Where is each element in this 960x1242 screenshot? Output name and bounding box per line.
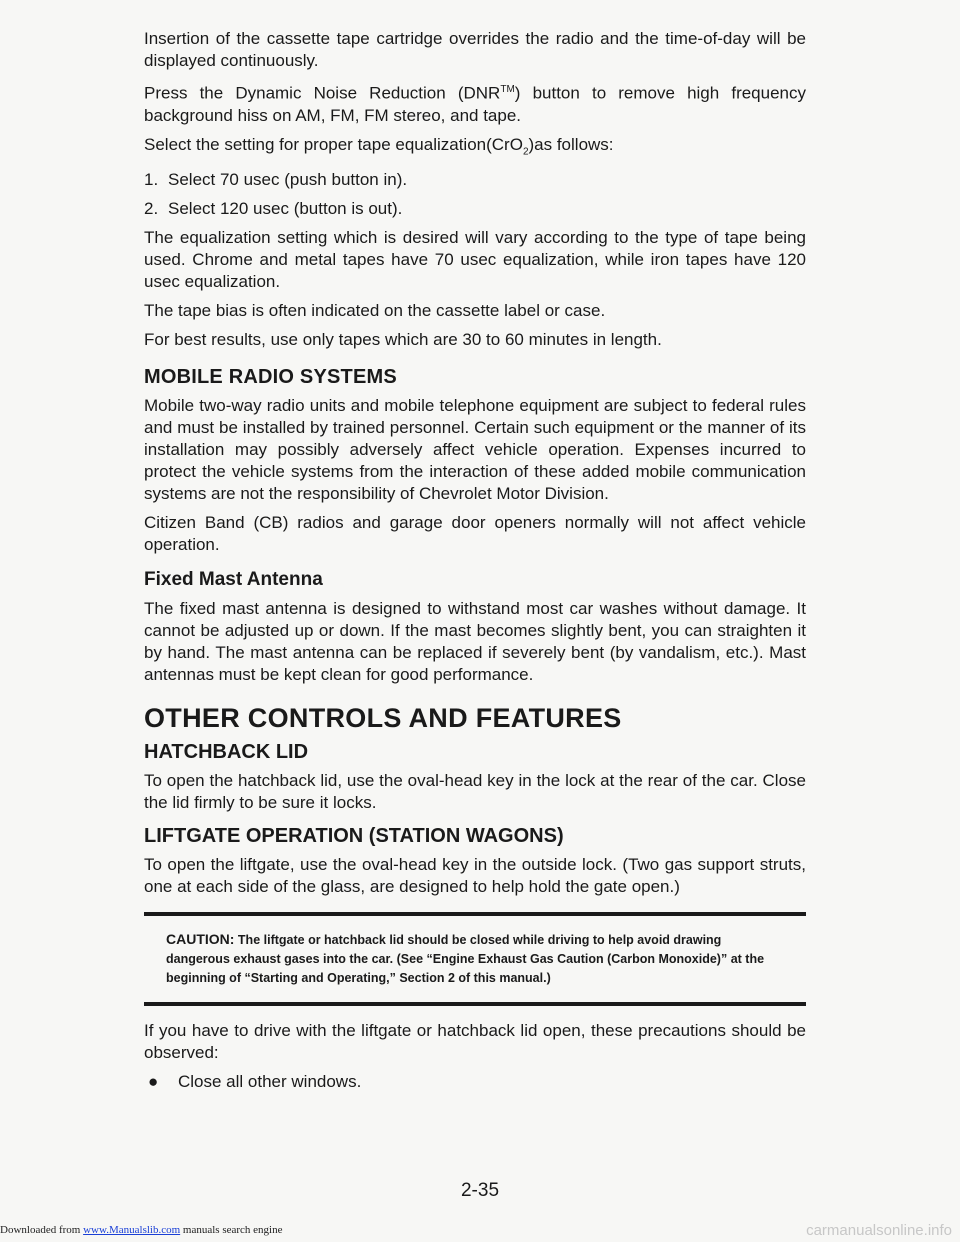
cb-radio-paragraph: Citizen Band (CB) radios and garage door openers normally will not affect vehicle operation.	[144, 513, 806, 555]
caution-text: The liftgate or hatchback lid should be closed while driving to help avoid drawing dangerous exhaust gases into the car. (See “Engine Exhaust Gas Caution (Carbon Monoxide)” at the beginning of “Starting and Operating,” Section 2 of this manual.)	[166, 933, 765, 986]
site-watermark: carmanualsonline.info	[806, 1222, 952, 1239]
chem-subscript: 2	[522, 146, 529, 158]
mobile-radio-heading: MOBILE RADIO SYSTEMS	[144, 366, 397, 389]
step-item: 2. Select 120 usec (button is out).	[144, 199, 403, 219]
caution-bottom-rule	[144, 1002, 806, 1006]
manual-page-content	[144, 28, 806, 1093]
page-number: 2-35	[460, 1180, 500, 1201]
hatchback-paragraph: To open the hatchback lid, use the oval-head key in the lock at the rear of the car. Close the lid firmly to be sure it locks.	[144, 771, 806, 813]
caution-label: CAUTION:	[166, 931, 235, 948]
mobile-radio-paragraph: Mobile two-way radio units and mobile telephone equipment are subject to federal rules and must be installed by trained personnel. Certain such equipment or the manner of its installation may possibly adversely affect vehicle operation. Expenses incurred to protect the vehicle systems from the interaction of these added mobile communication systems are not the responsibility of Chevrolet Motor Division.	[144, 396, 806, 504]
fixed-mast-antenna-heading: Fixed Mast Antenna	[144, 569, 323, 591]
other-controls-heading: OTHER CONTROLS AND FEATURES	[144, 703, 622, 734]
equalization-paragraph: Select the setting for proper tape equalization(CrO$_2$)as follows:	[144, 134, 614, 158]
equalization-setting-paragraph: The equalization setting which is desired will vary according to the type of tape being used. Chrome and metal tapes have 70 usec equalization, while iron tapes have 120 usec equalization.	[144, 228, 806, 292]
bullet-icon: ●	[148, 1072, 159, 1092]
liftgate-heading: LIFTGATE OPERATION (STATION WAGONS)	[144, 825, 564, 848]
liftgate-paragraph: To open the liftgate, use the oval-head key in the outside lock. (Two gas support struts, one at each side of the glass, are designed to help hold the gate open.)	[144, 855, 806, 897]
cassette-paragraph: Insertion of the cassette tape cartridge overrides the radio and the time-of-day will be displayed continuously.	[144, 29, 806, 70]
drive-open-paragraph: If you have to drive with the liftgate or hatchback lid open, these precautions should be observed:	[144, 1021, 806, 1063]
list-item: ● Close all other windows.	[144, 1071, 806, 1093]
step-item: 1. Select 70 usec (push button in).	[144, 170, 408, 190]
hatchback-lid-heading: HATCHBACK LID	[144, 741, 309, 764]
trademark-mark: TM	[500, 84, 515, 95]
tape-length-paragraph: For best results, use only tapes which are 30 to 60 minutes in length.	[144, 330, 662, 350]
download-footer: Downloaded from www.Manualslib.com manuals search engine	[0, 1224, 283, 1236]
manualslib-link[interactable]: www.Manualslib.com	[83, 1224, 181, 1236]
tape-bias-paragraph: The tape bias is often indicated on the cassette label or case.	[144, 301, 606, 321]
antenna-paragraph: The fixed mast antenna is designed to withstand most car washes without damage. It cannot be adjusted up or down. If the mast becomes slightly bent, you can straighten it by hand. The mast antenna can be replaced if severely bent (by vandalism, etc.). Mast antennas must be kept clean for good performance.	[144, 599, 806, 685]
caution-box	[144, 916, 806, 1002]
dnr-paragraph: Press the Dynamic Noise Reduction (DNR™) button to remove high frequency background hiss on AM, FM, FM stereo, and tape.	[144, 83, 807, 125]
